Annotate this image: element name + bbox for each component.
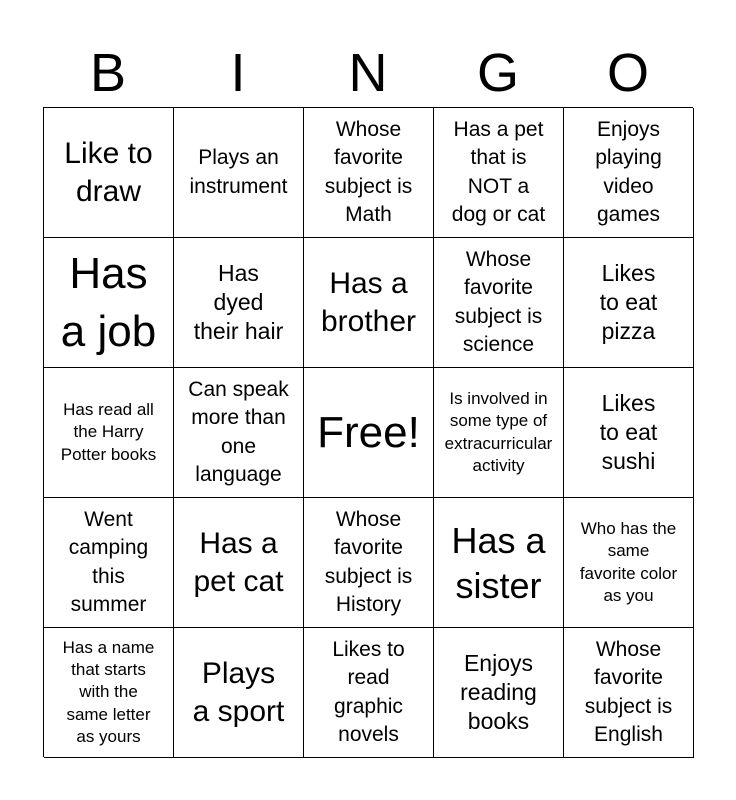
bingo-cell[interactable]: Plays a sport (174, 628, 304, 758)
header-letter-i: I (230, 43, 246, 103)
bingo-cell[interactable]: Has dyed their hair (174, 238, 304, 368)
bingo-cell[interactable]: Like to draw (44, 108, 174, 238)
bingo-cell[interactable]: Has a pet cat (174, 498, 304, 628)
bingo-cell[interactable]: Enjoys playing video games (564, 108, 694, 238)
bingo-cell[interactable]: Whose favorite subject is English (564, 628, 694, 758)
bingo-cell[interactable]: Likes to eat pizza (564, 238, 694, 368)
bingo-cell[interactable]: Likes to eat sushi (564, 368, 694, 498)
bingo-cell[interactable]: Has read all the Harry Potter books (44, 368, 174, 498)
header-letter-n: N (348, 43, 388, 103)
bingo-cell[interactable]: Who has the same favorite color as you (564, 498, 694, 628)
bingo-cell[interactable]: Has a brother (304, 238, 434, 368)
bingo-cell[interactable]: Has a job (44, 238, 174, 368)
bingo-cell[interactable]: Can speak more than one language (174, 368, 304, 498)
header-letter-b: B (89, 43, 127, 103)
bingo-cell[interactable]: Has a pet that is NOT a dog or cat (434, 108, 564, 238)
bingo-board (43, 107, 693, 757)
bingo-cell[interactable]: Went camping this summer (44, 498, 174, 628)
bingo-cell[interactable]: Is involved in some type of extracurricular activity (434, 368, 564, 498)
bingo-cell[interactable]: Whose favorite subject is Math (304, 108, 434, 238)
bingo-header (43, 40, 693, 106)
bingo-cell[interactable]: Likes to read graphic novels (304, 628, 434, 758)
bingo-cell[interactable]: Has a sister (434, 498, 564, 628)
header-letter-g: G (476, 43, 519, 103)
bingo-cell[interactable]: Enjoys reading books (434, 628, 564, 758)
free-space-cell[interactable]: Free! (304, 368, 434, 498)
bingo-cell[interactable]: Whose favorite subject is science (434, 238, 564, 368)
bingo-cell[interactable]: Whose favorite subject is History (304, 498, 434, 628)
header-letter-o: O (606, 43, 649, 103)
bingo-cell[interactable]: Has a name that starts with the same letter as yours (44, 628, 174, 758)
bingo-cell[interactable]: Plays an instrument (174, 108, 304, 238)
